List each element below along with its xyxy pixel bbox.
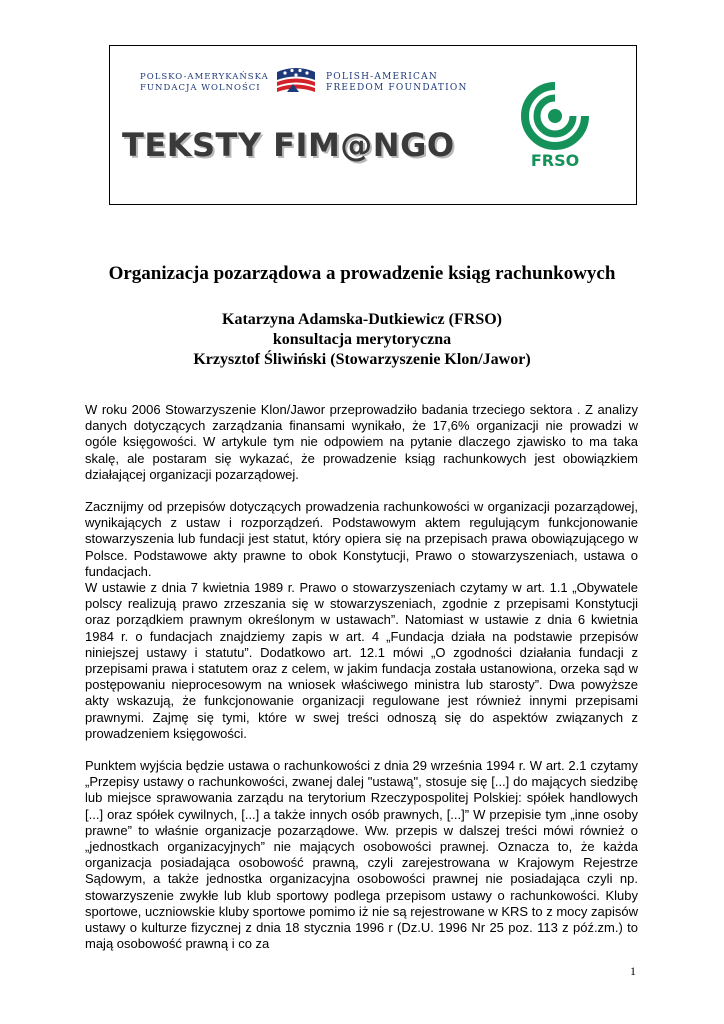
- pafw-pl-line2: FUNDACJA WOLNOŚCI: [140, 83, 261, 93]
- pafw-name-polish: [140, 72, 269, 94]
- paragraph-1: W roku 2006 Stowarzyszenie Klon/Jawor przeprowadziło badania trzeciego sektora . Z analizy danych dotyczących zarządzania finansami wynikało, że 17,6% organizacji nie prowadzi w ogóle księgowości. W artykule tym nie odpowiem na pytanie dlaczego zjawisko to ma taka skalę, ale postaram się wykazać, że prowadzenie ksiąg rachunkowych jest obowiązkiem działającej organizacji pozarządowej.: [85, 402, 638, 482]
- author-line-3: Krzysztof Śliwiński (Stowarzyszenie Klon/Jawor): [193, 351, 531, 368]
- authors-block: [0, 310, 724, 370]
- header-box: [109, 45, 637, 205]
- author-line-1: Katarzyna Adamska-Dutkiewicz (FRSO): [222, 311, 502, 328]
- pafw-en-line2: FREEDOM FOUNDATION: [326, 83, 468, 93]
- pafw-pl-line1: POLSKO-AMERYKAŃSKA: [140, 72, 269, 82]
- page-number: 1: [630, 964, 636, 978]
- body-text: [85, 402, 638, 969]
- brand-title: TEKSTY FIM@NGO: [122, 126, 455, 164]
- paragraph-3: W ustawie z dnia 7 kwietnia 1989 r. Prawo o stowarzyszeniach czytamy w art. 1.1 „Obywatele polscy realizują prawo zrzeszania się w stowarzyszeniach, zgodnie z przepisami Konstytucji oraz porządkiem prawnym określonym w ustawach”. Natomiast w ustawie z dnia 6 kwietnia 1984 r. o fundacjach znajdziemy zapis w art. 4 „Fundacja działa na podstawie przepisów niniejszej ustawy i statutu”. Dodatkowo art. 12.1 mówi „O zgodności działania fundacji z przepisami prawa i statutem oraz z celem, w jakim fundacja została ustanowiona, orzeka sąd w postępowaniu nieprocesowym na wniosek właściwego ministra lub starosty”. Dwa powyższe akty wskazują, że funkcjonowanie organizacji regulowane jest również innymi przepisami prawnymi. Zajmę się tymi, które w swej treści odnoszą się do aspektów związanych z prowadzeniem księgowości.: [85, 580, 638, 741]
- pafw-name-english: [326, 72, 468, 94]
- document-title: Organizacja pozarządowa a prowadzenie ksiąg rachunkowych: [108, 263, 616, 284]
- frso-label: FRSO: [530, 151, 580, 170]
- pafw-en-line1: POLISH-AMERICAN: [326, 72, 438, 82]
- paragraph-2: Zacznijmy od przepisów dotyczących prowadzenia rachunkowości w organizacji pozarządowej, wynikających z ustaw i rozporządzeń. Podstawowym aktem regulującym funkcjonowanie stowarzyszenia lub fundacji jest statut, który opiera się na przepisach prawa obowiązującego w Polsce. Podstawowe akty prawne to obok Konstytucji, Prawo o stowarzyszeniach, ustawa o fundacjach.: [85, 499, 638, 579]
- author-line-2: konsultacja merytoryczna: [272, 331, 452, 348]
- paragraph-4: Punktem wyjścia będzie ustawa o rachunkowości z dnia 29 września 1994 r. W art. 2.1 czytamy „Przepisy ustawy o rachunkowości, zwanej dalej "ustawą", stosuje się [...] do mających siedzibę lub miejsce sprawowania zarządu na terytorium Rzeczypospolitej Polskiej: spółek handlowych [...] oraz spółek cywilnych, [...] a także innych osób prawnych, [...]” W przepisie tym „inne osoby prawne” to właśnie organizacje pozarządowe. Ww. przepis w dalszej treści mówi również o „jednostkach organizacyjnych” nie mających osobowości prawnej. Oznacza to, że każda organizacja posiadająca osobowość prawną, czyli zarejestrowana w Krajowym Rejestrze Sądowym, a także jednostka organizacyjna osobowości prawnej nie posiadająca czyli np. stowarzyszenie zwykłe lub klub sportowy podlega przepisom ustawy o rachunkowości. Kluby sportowe, uczniowskie kluby sportowe pomimo iż nie są rejestrowane w KRS to z mocy zapisów ustawy o kulturze fizycznej z dnia 18 stycznia 1996 r (Dz.U. 1996 Nr 25 poz. 113 z póź.zm.) to mają osobowość prawną i co za: [85, 758, 638, 952]
- pafw-emblem-icon: [273, 64, 319, 98]
- frso-logo-icon: [520, 82, 590, 174]
